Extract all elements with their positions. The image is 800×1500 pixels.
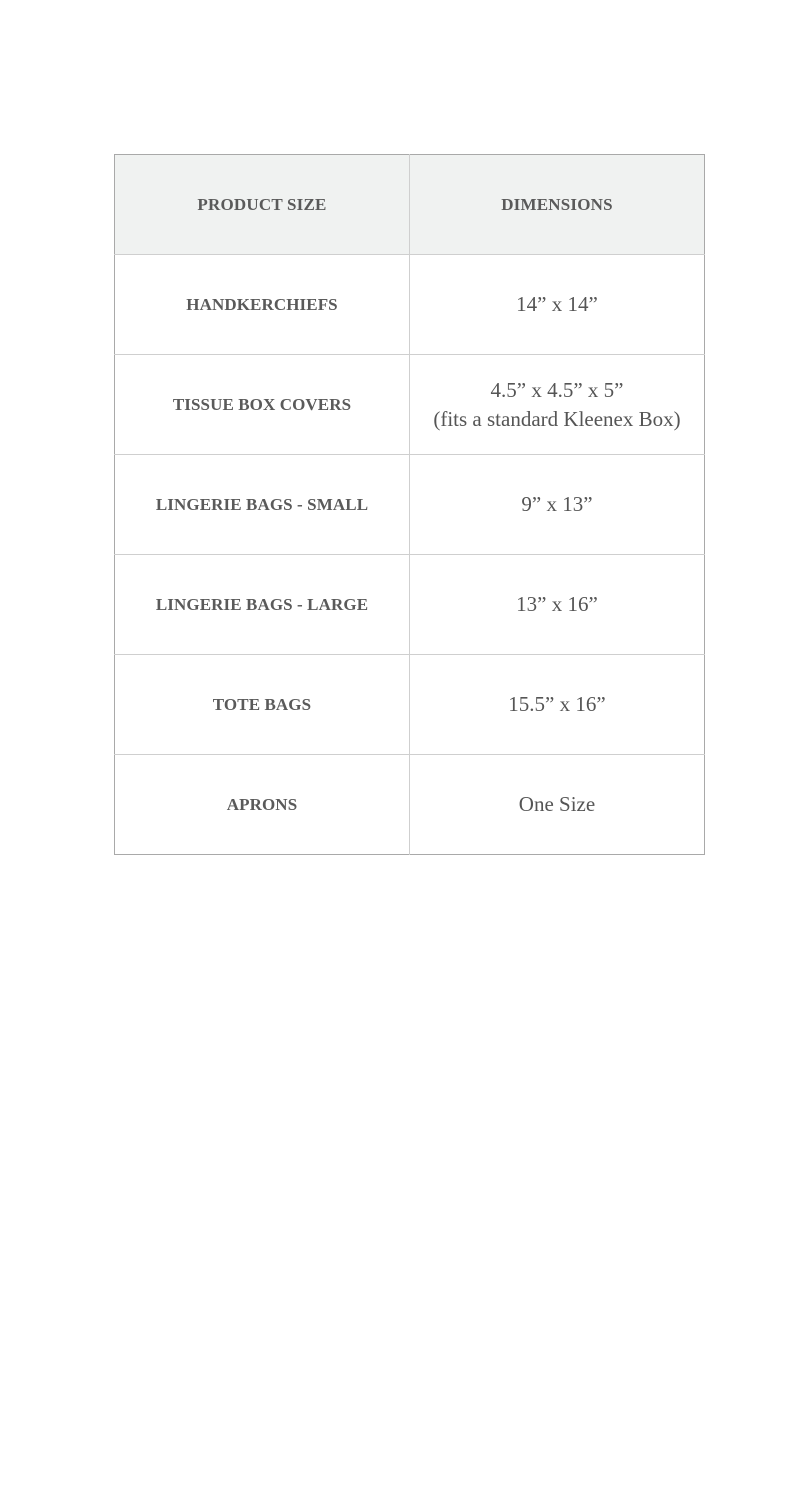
table-row (115, 255, 705, 355)
product-name-cell: TISSUE BOX COVERS (115, 355, 410, 455)
header-row (115, 155, 705, 255)
product-name-cell: APRONS (115, 755, 410, 855)
dimension-line: 14” x 14” (516, 292, 598, 316)
dimensions-cell (410, 355, 705, 455)
table-row (115, 755, 705, 855)
product-name-cell: LINGERIE BAGS - SMALL (115, 455, 410, 555)
dimension-line: 4.5” x 4.5” x 5” (490, 377, 624, 402)
dimensions-cell (410, 455, 705, 555)
table-row (115, 455, 705, 555)
dimensions-cell (410, 655, 705, 755)
dimension-line: 15.5” x 16” (508, 692, 606, 716)
header-product-size: PRODUCT SIZE (115, 155, 410, 255)
table-header (115, 155, 705, 255)
dimension-line: (fits a standard Kleenex Box) (433, 406, 681, 431)
dimensions-cell (410, 255, 705, 355)
table-body (115, 255, 705, 855)
size-chart-table (114, 154, 705, 855)
product-name-cell: HANDKERCHIEFS (115, 255, 410, 355)
dimension-line: 13” x 16” (516, 592, 598, 616)
dimensions-cell (410, 555, 705, 655)
dimension-line: One Size (518, 792, 596, 816)
product-name-cell: LINGERIE BAGS - LARGE (115, 555, 410, 655)
dimension-line: 9” x 13” (521, 492, 593, 516)
product-name-cell: TOTE BAGS (115, 655, 410, 755)
dimensions-cell (410, 755, 705, 855)
table-row (115, 555, 705, 655)
header-dimensions: DIMENSIONS (410, 155, 705, 255)
table-row (115, 355, 705, 455)
table-row (115, 655, 705, 755)
